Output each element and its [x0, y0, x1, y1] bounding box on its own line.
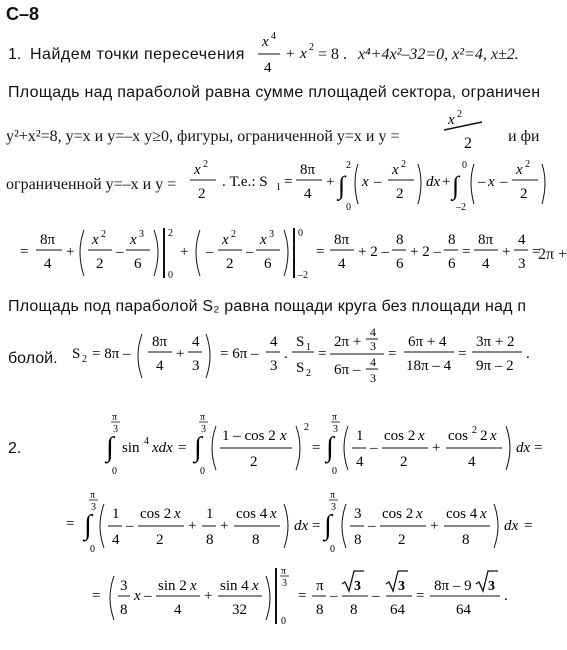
svg-text:=: =	[524, 518, 533, 534]
svg-text:2: 2	[520, 186, 528, 202]
svg-text:x: x	[480, 506, 487, 522]
svg-text:6: 6	[448, 256, 456, 272]
svg-text:=: =	[92, 588, 101, 604]
svg-text:2: 2	[398, 532, 406, 548]
svg-text:0: 0	[281, 616, 286, 627]
region-description: y²+x²=8, y=x и y=–x y≥0, фигуры, ограниченной y=x и y =	[6, 128, 400, 145]
svg-text:–2: –2	[456, 202, 466, 213]
area-s2-label: болой.	[8, 350, 58, 367]
intersection-equals: = 8 .	[318, 46, 348, 63]
svg-text:0: 0	[90, 544, 95, 555]
area-s2-equation	[68, 326, 550, 396]
svg-text:1 – cos 2: 1 – cos 2	[222, 428, 276, 444]
svg-text:3: 3	[398, 579, 405, 594]
svg-text:4: 4	[174, 602, 182, 618]
svg-text:π: π	[316, 578, 324, 594]
svg-text:2: 2	[346, 160, 351, 171]
svg-text:3: 3	[354, 579, 361, 594]
svg-text:1: 1	[112, 506, 120, 522]
svg-text:=: =	[312, 518, 321, 534]
problem-2-number: 2.	[8, 440, 22, 457]
svg-text:π: π	[112, 412, 118, 423]
svg-text:+ 2 –: + 2 –	[410, 244, 441, 260]
svg-text:4: 4	[44, 256, 52, 272]
svg-text:.: .	[284, 346, 288, 362]
svg-text:64: 64	[390, 602, 405, 618]
svg-text:3: 3	[270, 358, 278, 374]
svg-text:1: 1	[306, 342, 311, 353]
svg-text:4: 4	[156, 358, 164, 374]
svg-text:0: 0	[462, 160, 467, 171]
svg-text:0: 0	[330, 544, 335, 555]
svg-text:∫: ∫	[338, 171, 346, 200]
svg-text:=: =	[532, 244, 541, 260]
svg-text:4: 4	[304, 186, 312, 202]
svg-text:= 6π –: = 6π –	[220, 346, 259, 362]
svg-text:+: +	[430, 518, 439, 534]
svg-text:sin: sin	[122, 440, 140, 456]
svg-text:3: 3	[331, 502, 336, 513]
svg-text:∫: ∫	[106, 432, 114, 463]
svg-text:2: 2	[226, 256, 234, 272]
svg-text:+: +	[66, 244, 75, 260]
svg-text:2: 2	[401, 159, 406, 170]
svg-text:6: 6	[264, 256, 272, 272]
svg-text:3: 3	[91, 502, 96, 513]
svg-text:3: 3	[192, 358, 200, 374]
svg-text:1: 1	[356, 428, 364, 444]
svg-text:=: =	[316, 244, 325, 260]
svg-text:=: =	[458, 346, 467, 362]
svg-text:S: S	[72, 346, 81, 362]
svg-text:–: –	[368, 518, 376, 534]
svg-text:1: 1	[206, 506, 214, 522]
svg-text:=: =	[284, 174, 293, 190]
svg-text:3: 3	[269, 229, 274, 240]
svg-text:3: 3	[139, 229, 144, 240]
svg-text:–: –	[372, 588, 380, 604]
svg-text:.: .	[526, 346, 530, 362]
svg-text:3: 3	[113, 424, 118, 435]
svg-text:2: 2	[525, 159, 530, 170]
svg-text:+: +	[176, 346, 185, 362]
svg-text:π: π	[200, 412, 206, 423]
svg-text:2: 2	[396, 186, 404, 202]
region-description-end: и фи	[508, 128, 540, 145]
svg-text:8π – 9: 8π – 9	[434, 578, 472, 594]
svg-text:2: 2	[198, 186, 206, 202]
svg-text:2π +: 2π +	[334, 334, 362, 350]
svg-text:3: 3	[201, 424, 206, 435]
svg-text:0: 0	[168, 270, 173, 281]
svg-text:∫: ∫	[452, 171, 460, 200]
svg-text:x: x	[194, 162, 201, 178]
svg-text:∫: ∫	[194, 432, 202, 463]
svg-text:4: 4	[518, 232, 526, 248]
svg-text:–: –	[330, 588, 338, 604]
svg-text:+ 2 –: + 2 –	[358, 244, 389, 260]
svg-text:+: +	[432, 440, 441, 456]
svg-text:8: 8	[316, 602, 324, 618]
svg-text:sin 4: sin 4	[220, 578, 249, 594]
svg-text:x: x	[448, 112, 455, 128]
svg-text:4: 4	[271, 31, 276, 42]
svg-text:64: 64	[456, 602, 471, 618]
svg-text:+: +	[180, 244, 189, 260]
problem-1-intro: Найдем точки пересечения	[30, 46, 245, 63]
svg-text:∫: ∫	[324, 510, 332, 541]
svg-text:∫: ∫	[326, 432, 334, 463]
svg-text:–: –	[206, 244, 214, 260]
integral-line-1	[100, 408, 550, 480]
svg-text:x: x	[130, 232, 137, 248]
svg-text:x: x	[174, 506, 181, 522]
svg-text:x: x	[262, 34, 269, 50]
svg-text:4: 4	[192, 334, 200, 350]
svg-text:8: 8	[396, 232, 404, 248]
svg-text:x: x	[418, 428, 425, 444]
svg-text:–: –	[144, 588, 152, 604]
svg-text:+: +	[326, 174, 335, 190]
svg-text:=: =	[20, 244, 29, 260]
parabola-fraction-1	[440, 106, 500, 156]
svg-text:–2: –2	[298, 270, 308, 281]
svg-text:6: 6	[134, 256, 142, 272]
svg-text:x: x	[488, 174, 495, 190]
svg-text:4: 4	[468, 454, 476, 470]
svg-text:π: π	[330, 490, 336, 501]
region-description-2: ограниченной y=–x и y =	[6, 176, 177, 193]
svg-text:0: 0	[298, 228, 303, 239]
svg-text:6π –: 6π –	[334, 362, 361, 378]
svg-text:3: 3	[120, 578, 128, 594]
svg-text:π: π	[90, 490, 96, 501]
svg-text:+: +	[188, 518, 197, 534]
svg-text:–: –	[370, 440, 378, 456]
svg-text:0: 0	[346, 202, 351, 213]
svg-text:x: x	[490, 428, 497, 444]
svg-text:3: 3	[370, 371, 376, 385]
svg-text:2: 2	[82, 354, 87, 365]
svg-text:2: 2	[400, 454, 408, 470]
svg-text:x: x	[260, 232, 267, 248]
svg-text:=: =	[388, 346, 397, 362]
svg-text:x: x	[300, 46, 307, 62]
svg-text:2: 2	[101, 229, 106, 240]
svg-text:8: 8	[462, 532, 470, 548]
svg-text:2: 2	[168, 228, 173, 239]
svg-text:2: 2	[203, 159, 208, 170]
svg-text:4: 4	[370, 355, 376, 369]
svg-text:=: =	[312, 440, 321, 456]
svg-text:=: =	[178, 440, 187, 456]
svg-text:3: 3	[354, 506, 362, 522]
svg-text:8: 8	[206, 532, 214, 548]
svg-text:6π + 4: 6π + 4	[408, 334, 447, 350]
svg-text:. Т.е.: S: . Т.е.: S	[222, 174, 268, 190]
svg-text:8π: 8π	[300, 162, 316, 178]
intersection-roots: x⁴+4x²–32=0, x²=4, x±2.	[358, 46, 519, 63]
svg-text:3: 3	[282, 578, 287, 589]
svg-text:cos 4: cos 4	[236, 506, 268, 522]
svg-text:x: x	[392, 162, 399, 178]
svg-text:3π + 2: 3π + 2	[476, 334, 515, 350]
svg-text:+: +	[442, 174, 451, 190]
svg-text:2: 2	[464, 135, 472, 152]
svg-text:S: S	[296, 360, 305, 376]
svg-text:x: x	[270, 506, 277, 522]
svg-text:4: 4	[112, 532, 120, 548]
svg-text:8π: 8π	[152, 334, 168, 350]
integral-line-3	[88, 562, 550, 634]
svg-text:8π: 8π	[40, 232, 56, 248]
svg-text:4: 4	[144, 436, 149, 447]
svg-text:2: 2	[309, 42, 314, 53]
svg-text:2: 2	[250, 454, 258, 470]
svg-text:2: 2	[472, 425, 477, 436]
area-s1-evaluation	[4, 222, 550, 284]
svg-text:3: 3	[518, 256, 526, 272]
svg-text:8: 8	[448, 232, 456, 248]
svg-text:32: 32	[232, 602, 247, 618]
svg-text:cos 4: cos 4	[446, 506, 478, 522]
svg-text:0: 0	[112, 466, 117, 477]
svg-text:8: 8	[120, 602, 128, 618]
svg-text:–: –	[126, 518, 134, 534]
svg-text:cos 2: cos 2	[384, 428, 416, 444]
svg-text:x: x	[280, 428, 287, 444]
svg-text:=: =	[318, 346, 327, 362]
svg-text:=: =	[462, 244, 471, 260]
area-s1-integral	[186, 158, 550, 220]
svg-text:cos 2: cos 2	[382, 506, 414, 522]
svg-text:xdx: xdx	[152, 440, 173, 456]
svg-text:.: .	[504, 588, 508, 604]
svg-text:–: –	[478, 174, 486, 190]
area-statement: Площадь над параболой равна сумме площадей сектора, ограничен	[8, 84, 541, 101]
svg-text:=: =	[66, 516, 75, 532]
svg-text:=: =	[298, 588, 307, 604]
svg-text:–: –	[374, 174, 382, 190]
svg-text:8π: 8π	[334, 232, 350, 248]
svg-text:18π – 4: 18π – 4	[406, 358, 452, 374]
svg-text:x: x	[222, 232, 229, 248]
svg-text:dx: dx	[516, 440, 531, 456]
svg-text:x: x	[252, 578, 259, 594]
svg-text:–: –	[246, 244, 254, 260]
svg-text:cos: cos	[448, 428, 468, 444]
svg-text:= 8π –: = 8π –	[92, 346, 131, 362]
page-title: С–8	[6, 4, 40, 24]
svg-text:–: –	[500, 174, 508, 190]
svg-text:x: x	[134, 588, 141, 604]
problem-1-number: 1.	[8, 46, 22, 63]
svg-text:+: +	[286, 46, 295, 62]
svg-text:2: 2	[304, 422, 309, 433]
svg-text:=: =	[534, 440, 543, 456]
svg-text:2: 2	[306, 368, 311, 379]
svg-text:8: 8	[354, 532, 362, 548]
svg-text:0: 0	[200, 466, 205, 477]
svg-text:4: 4	[356, 454, 364, 470]
svg-text:4: 4	[270, 334, 278, 350]
svg-text:x: x	[92, 232, 99, 248]
svg-text:3: 3	[370, 339, 376, 353]
svg-text:6: 6	[396, 256, 404, 272]
svg-text:0: 0	[332, 466, 337, 477]
svg-text:–: –	[116, 244, 124, 260]
svg-text:1: 1	[276, 182, 281, 193]
svg-text:π: π	[281, 566, 287, 577]
svg-text:8π: 8π	[478, 232, 494, 248]
svg-text:sin 2: sin 2	[158, 578, 187, 594]
svg-text:2: 2	[231, 229, 236, 240]
svg-text:4: 4	[370, 325, 376, 339]
svg-text:4: 4	[338, 256, 346, 272]
svg-text:x: x	[190, 578, 197, 594]
svg-text:4: 4	[482, 256, 490, 272]
svg-text:2: 2	[96, 256, 104, 272]
svg-text:+: +	[220, 518, 229, 534]
svg-text:cos 2: cos 2	[140, 506, 172, 522]
svg-text:+: +	[502, 244, 511, 260]
svg-text:x: x	[416, 506, 423, 522]
svg-text:2: 2	[480, 428, 488, 444]
svg-text:8: 8	[350, 602, 358, 618]
area-s1-result: 2π +	[538, 246, 567, 263]
svg-text:3: 3	[488, 579, 495, 594]
svg-text:4: 4	[264, 60, 272, 76]
integral-line-2	[60, 486, 550, 558]
svg-text:dx: dx	[294, 518, 309, 534]
svg-text:S: S	[296, 334, 305, 350]
svg-text:dx: dx	[426, 174, 441, 190]
svg-text:∫: ∫	[84, 510, 92, 541]
svg-text:x: x	[516, 162, 523, 178]
svg-text:x: x	[362, 174, 369, 190]
svg-text:9π – 2: 9π – 2	[476, 358, 514, 374]
area-s2-statement: Площадь под параболой S₂ равна пощади круга без площади над п	[8, 298, 527, 315]
svg-text:dx: dx	[504, 518, 519, 534]
svg-text:=: =	[416, 588, 425, 604]
svg-text:8: 8	[252, 532, 260, 548]
svg-text:3: 3	[333, 424, 338, 435]
svg-text:2: 2	[156, 532, 164, 548]
svg-text:2: 2	[457, 109, 462, 120]
svg-text:+: +	[204, 588, 213, 604]
svg-text:π: π	[332, 412, 338, 423]
